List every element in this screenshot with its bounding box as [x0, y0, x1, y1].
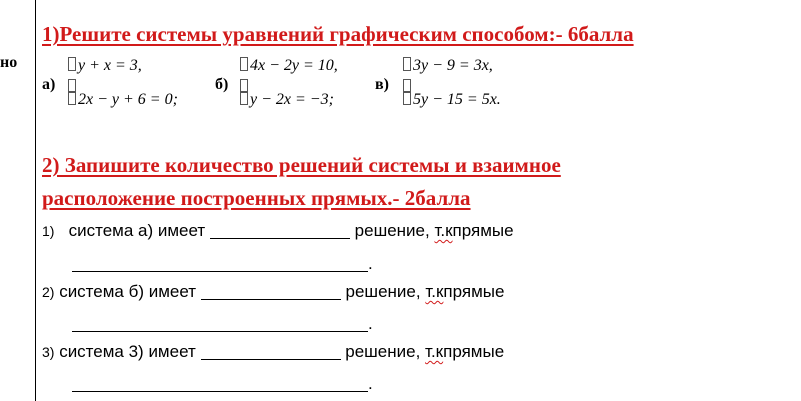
item-text: система б) имеет — [59, 282, 197, 301]
spellcheck-word: т.к — [425, 282, 444, 301]
system-b-eq2: y − 2x = −3; — [240, 91, 334, 109]
system-a-label: а) — [42, 76, 56, 93]
item-text: система 3) имеет — [59, 342, 196, 361]
system-v-label: в) — [375, 76, 389, 93]
spellcheck-word: т.к — [425, 342, 444, 361]
task2-heading-line2: расположение построенных прямых.- 2балла — [42, 186, 471, 210]
system-v-eq1: 3y − 9 = 3x, — [403, 57, 493, 75]
system-b-eq1: 4x − 2y = 10, — [240, 57, 338, 75]
item-text: решение, — [354, 221, 430, 240]
item-number: 3) — [42, 344, 55, 360]
item-text: решение, — [345, 282, 421, 301]
answer-row-1-continuation: . — [72, 254, 373, 274]
answer-row-1 — [42, 221, 514, 241]
answer-row-3-continuation: . — [72, 374, 373, 394]
brace-placeholder-icon — [68, 57, 76, 71]
margin-fragment: но — [0, 54, 18, 71]
brace-placeholder-icon — [68, 91, 76, 105]
item-text: прямые — [443, 342, 505, 361]
answer-blank[interactable] — [201, 343, 341, 360]
brace-placeholder-icon — [403, 91, 411, 105]
task2-heading-line1: 2) Запишите количество решений системы и взаимное — [42, 153, 561, 177]
item-text: прямые — [443, 282, 505, 301]
item-text: система а) имеет — [68, 221, 206, 240]
answer-row-2 — [42, 282, 504, 302]
brace-placeholder-icon — [240, 91, 248, 105]
answer-blank[interactable] — [210, 222, 350, 239]
system-a-eq2: 2x − y + 6 = 0; — [68, 91, 178, 109]
answer-blank[interactable] — [72, 315, 368, 332]
answer-blank[interactable] — [201, 283, 341, 300]
item-text: решение, — [345, 342, 421, 361]
system-b-label: б) — [215, 76, 229, 93]
answer-blank[interactable] — [72, 255, 368, 272]
answer-row-2-continuation: . — [72, 314, 373, 334]
item-number: 1) — [42, 223, 55, 239]
answer-row-3 — [42, 342, 504, 362]
brace-placeholder-icon — [240, 57, 248, 71]
brace-placeholder-icon — [403, 57, 411, 71]
system-v-eq2: 5y − 15 = 5x. — [403, 91, 501, 109]
margin-rule — [35, 0, 36, 401]
answer-blank[interactable] — [72, 375, 368, 392]
system-a-eq1: y + x = 3, — [68, 57, 142, 75]
task1-heading: 1)Решите системы уравнений графическим способом:- 6балла — [42, 22, 634, 46]
spellcheck-word: т.к — [434, 221, 453, 240]
item-text: прямые — [452, 221, 514, 240]
item-number: 2) — [42, 284, 55, 300]
